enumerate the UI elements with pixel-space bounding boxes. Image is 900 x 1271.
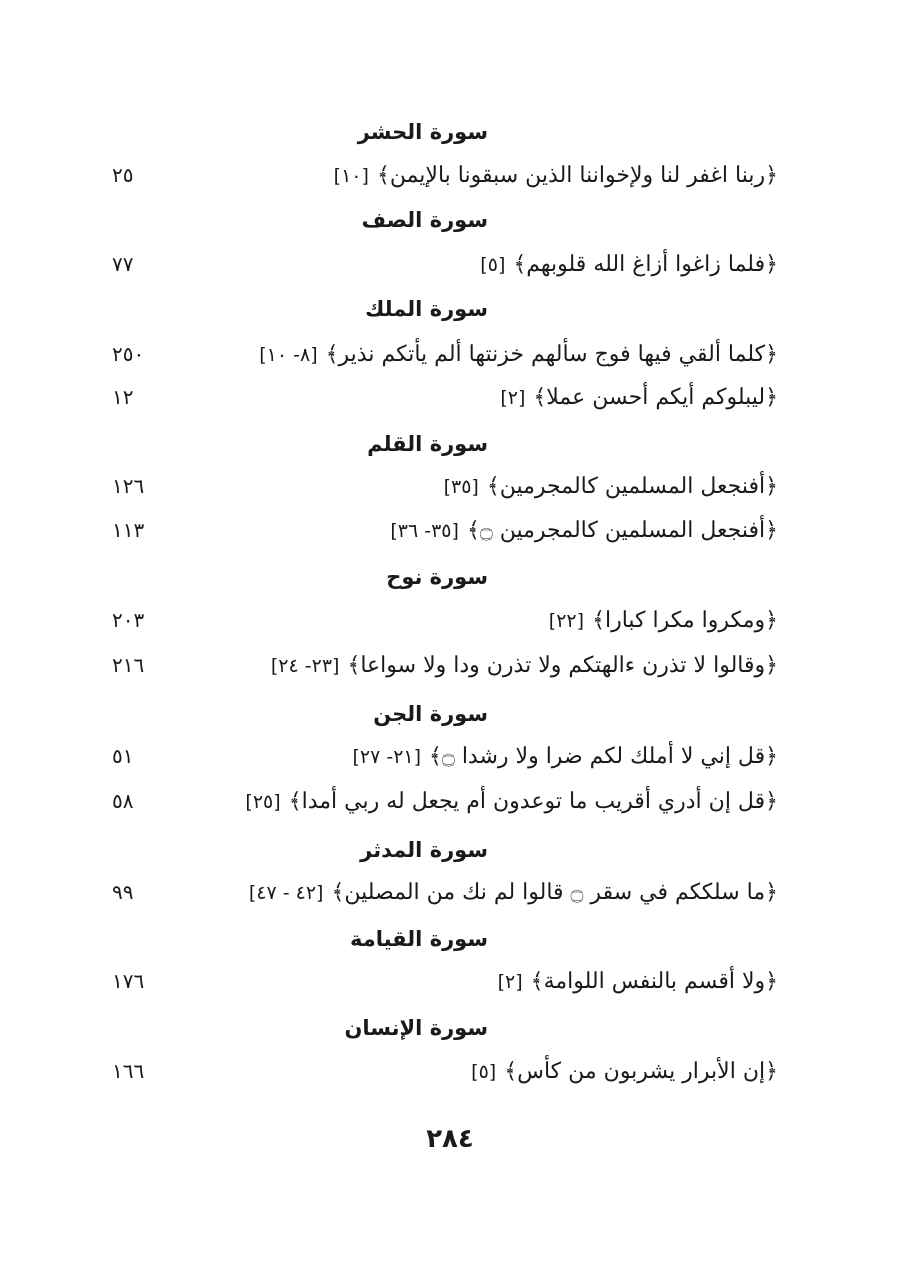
page-number: ١٢: [112, 385, 134, 409]
verse-text: ﴿ومكروا مكرا كبارا﴾: [592, 608, 778, 633]
verse-text: ﴿ولا أقسم بالنفس اللوامة﴾: [530, 969, 778, 994]
verse-ref: [٥]: [480, 254, 506, 276]
verse-ref: [١٠]: [333, 165, 369, 187]
verse-text: ﴿كلما ألقي فيها فوج سألهم خزنتها ألم يأتكم نذير﴾: [325, 342, 778, 367]
page-number: ٥١: [112, 744, 134, 768]
verse-ref: [٢١- ٢٧]: [352, 746, 422, 768]
page-number: ٢٥: [112, 163, 134, 187]
verse-text: ﴿قل إن أدري أقريب ما توعدون أم يجعل له ربي أمدا﴾: [288, 789, 778, 814]
verse-ref: [٢٢]: [548, 610, 585, 632]
surah-heading: سورة الجن: [373, 702, 488, 726]
verse-ref: [٢٣- ٢٤]: [270, 655, 340, 677]
page-number: ٢٠٣: [112, 608, 145, 632]
verse-entry: [245, 789, 778, 814]
verse-entry: [444, 474, 778, 499]
verse-ref: [٤٢ - ٤٧]: [248, 882, 324, 904]
verse-ref: [٣٥]: [443, 476, 479, 498]
surah-heading: سورة المدثر: [360, 838, 488, 862]
verse-entry: [259, 342, 778, 367]
surah-heading: سورة الإنسان: [344, 1016, 488, 1040]
verse-ref: [٢٥]: [245, 791, 281, 813]
verse-entry: [352, 744, 778, 769]
surah-heading: سورة الصف: [361, 208, 488, 232]
folio-number: ٢٨٤: [426, 1124, 474, 1154]
verse-text: ﴿أفنجعل المسلمين كالمجرمين ۝﴾: [466, 518, 778, 543]
verse-entry: [549, 608, 778, 633]
verse-entry: [471, 1059, 778, 1084]
verse-entry: [334, 163, 778, 188]
verse-entry: [498, 969, 778, 994]
page-number: ٥٨: [112, 789, 134, 813]
page-number: ٢١٦: [112, 653, 145, 677]
page-number: ١٢٦: [112, 474, 145, 498]
verse-entry: [271, 653, 778, 678]
page-number: ١١٣: [112, 518, 145, 542]
verse-entry: [249, 880, 778, 905]
verse-ref: [٨- ١٠]: [259, 344, 318, 366]
verse-entry: [390, 518, 778, 543]
page-number: ١٦٦: [112, 1059, 145, 1083]
surah-heading: سورة الملك: [365, 297, 488, 321]
verse-entry: [500, 385, 778, 410]
verse-ref: [٣٥- ٣٦]: [390, 520, 459, 542]
verse-text: ﴿أفنجعل المسلمين كالمجرمين﴾: [486, 474, 778, 499]
verse-text: ﴿ربنا اغفر لنا ولإخواننا الذين سبقونا بالإيمن﴾: [376, 163, 778, 188]
page-number: ٢٥٠: [112, 342, 145, 366]
verse-text: ﴿إن الأبرار يشربون من كأس﴾: [504, 1059, 778, 1084]
verse-text: ﴿فلما زاغوا أزاغ الله قلوبهم﴾: [513, 252, 778, 277]
verse-text: ﴿قل إني لا أملك لكم ضرا ولا رشدا ۝﴾: [429, 744, 778, 769]
surah-heading: سورة القيامة: [349, 927, 488, 951]
verse-ref: [٢]: [500, 387, 526, 409]
verse-text: ﴿ما سلككم في سقر ۝ قالوا لم نك من المصلين﴾: [331, 880, 778, 905]
page-number: ٩٩: [112, 880, 134, 904]
verse-text: ﴿ليبلوكم أيكم أحسن عملا﴾: [533, 385, 778, 410]
verse-text: ﴿وقالوا لا تذرن ءالهتكم ولا تذرن ودا ولا سواعا﴾: [347, 653, 778, 678]
page-number: ٧٧: [112, 252, 134, 276]
verse-ref: [٥]: [471, 1061, 497, 1083]
page-number: ١٧٦: [112, 969, 145, 993]
surah-heading: سورة نوح: [386, 565, 488, 589]
verse-entry: [480, 252, 778, 277]
surah-heading: سورة القلم: [367, 432, 488, 456]
surah-heading: سورة الحشر: [357, 120, 488, 144]
verse-ref: [٢]: [497, 971, 523, 993]
